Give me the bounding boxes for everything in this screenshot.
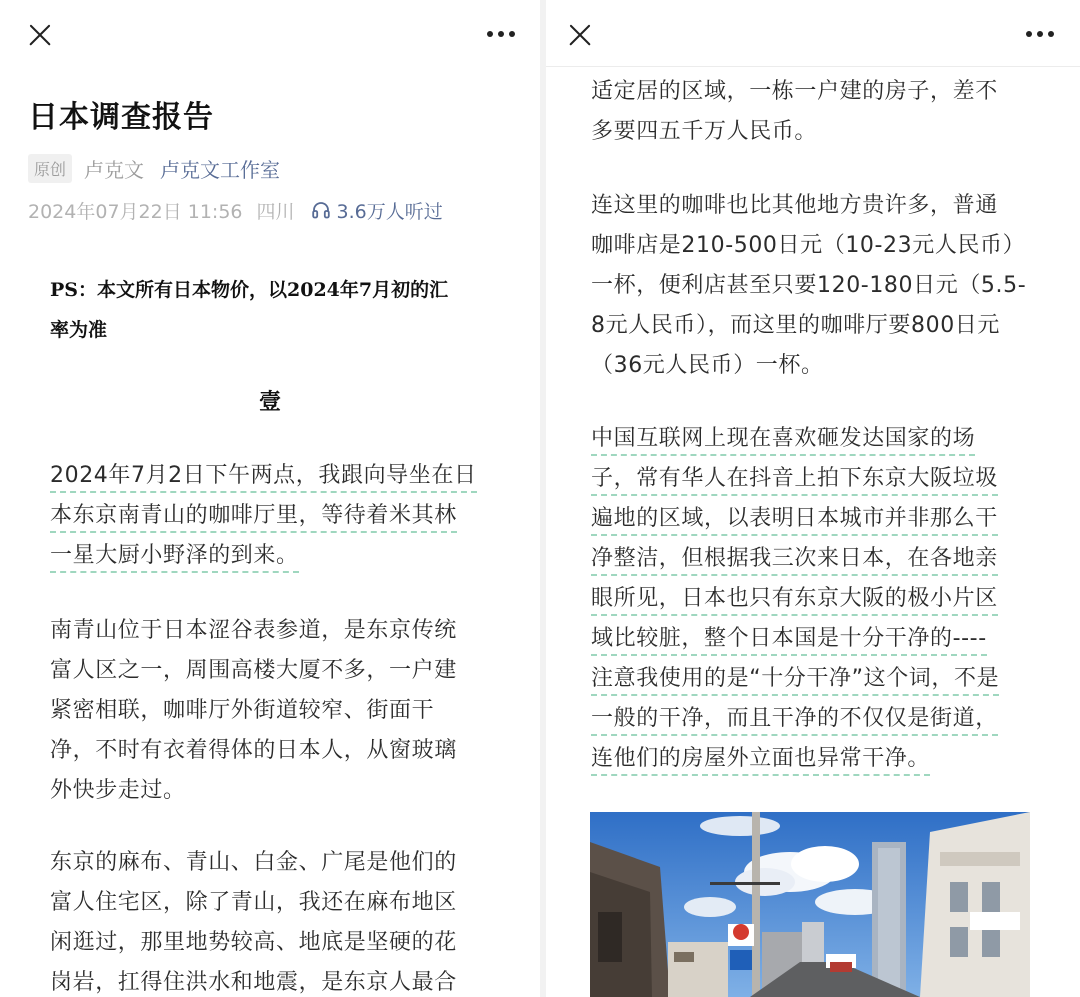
text-line: 2024年7月2日下午两点，我跟向导坐在日 bbox=[50, 463, 477, 493]
text-line: （36元人民币）一杯。 bbox=[591, 353, 824, 378]
headphones-icon bbox=[311, 200, 331, 220]
ps-note bbox=[50, 270, 500, 350]
top-bar bbox=[0, 0, 540, 66]
text-line: 净，不时有衣着得体的日本人，从窗玻璃 bbox=[50, 738, 457, 763]
street-photo bbox=[590, 812, 1030, 997]
text-line: 中国互联网上现在喜欢砸发达国家的场 bbox=[591, 426, 975, 456]
ps-line: PS：本文所有日本物价，以2024年7月初的汇 bbox=[50, 279, 449, 301]
text-line: 闲逛过，那里地势较高、地底是坚硬的花 bbox=[50, 930, 457, 955]
author-row bbox=[28, 152, 280, 184]
publish-date: 2024年07月22日 11:56 bbox=[28, 200, 243, 223]
text-line: 多要四五千万人民币。 bbox=[591, 119, 818, 144]
close-icon[interactable] bbox=[567, 22, 593, 48]
listen-count: 3.6万人听过 bbox=[336, 200, 443, 223]
text-line: 富人住宅区，除了青山，我还在麻布地区 bbox=[50, 890, 457, 915]
publish-location: 四川 bbox=[256, 200, 295, 223]
text-line: 连这里的咖啡也比其他地方贵许多，普通 bbox=[591, 193, 998, 218]
text-line: 连他们的房屋外立面也异常干净。 bbox=[591, 746, 930, 776]
top-bar bbox=[546, 0, 1080, 67]
paragraph-cleanliness bbox=[591, 419, 1061, 779]
text-line: 一星大厨小野泽的到来。 bbox=[50, 543, 299, 573]
text-line: 8元人民币），而这里的咖啡厅要800日元 bbox=[591, 313, 1000, 338]
text-line: 一般的干净，而且干净的不仅仅是街道， bbox=[591, 706, 998, 736]
paragraph-rich-areas bbox=[50, 843, 510, 997]
text-line: 净整洁，但根据我三次来日本，在各地亲 bbox=[591, 546, 998, 576]
publish-info-row bbox=[28, 195, 443, 225]
text-line: 本东京南青山的咖啡厅里，等待着米其林 bbox=[50, 503, 457, 533]
section-heading: 壹 bbox=[258, 389, 281, 415]
text-line: 咖啡店是210-500日元（10-23元人民币） bbox=[591, 233, 1026, 258]
article-panel-right bbox=[546, 0, 1080, 997]
paragraph-nanqingshan bbox=[50, 611, 510, 811]
author-name: 卢克文 bbox=[84, 157, 145, 182]
text-line: 注意我使用的是“十分干净”这个词，不是 bbox=[591, 666, 999, 696]
listen-button[interactable] bbox=[311, 197, 443, 224]
text-line: 外快步走过。 bbox=[50, 778, 186, 803]
close-icon[interactable] bbox=[27, 22, 53, 48]
text-line: 适定居的区域，一栋一户建的房子，差不 bbox=[591, 79, 998, 104]
text-line: 紧密相联，咖啡厅外街道较窄、街面干 bbox=[50, 698, 435, 723]
original-badge: 原创 bbox=[28, 154, 72, 183]
text-line: 一杯，便利店甚至只要120-180日元（5.5- bbox=[591, 273, 1027, 298]
paragraph-housing bbox=[591, 72, 1061, 152]
text-line: 富人区之一，周围高楼大厦不多，一户建 bbox=[50, 658, 457, 683]
ps-line: 率为准 bbox=[50, 319, 108, 341]
more-options-icon[interactable] bbox=[487, 31, 517, 39]
text-line: 南青山位于日本涩谷表参道，是东京传统 bbox=[50, 618, 457, 643]
text-line: 岗岩，扛得住洪水和地震，是东京人最合 bbox=[50, 970, 457, 995]
paragraph-intro bbox=[50, 456, 510, 576]
more-options-icon[interactable] bbox=[1026, 31, 1056, 39]
article-title: 日本调查报告 bbox=[28, 100, 214, 135]
text-line: 子，常有华人在抖音上拍下东京大阪垃圾 bbox=[591, 466, 998, 496]
text-line: 东京的麻布、青山、白金、广尾是他们的 bbox=[50, 850, 457, 875]
text-line: 遍地的区域，以表明日本城市并非那么干 bbox=[591, 506, 998, 536]
text-line: 域比较脏，整个日本国是十分干净的---- bbox=[591, 626, 987, 656]
account-link[interactable]: 卢克文工作室 bbox=[160, 157, 281, 182]
text-line: 眼所见，日本也只有东京大阪的极小片区 bbox=[591, 586, 998, 616]
paragraph-coffee-prices bbox=[591, 186, 1061, 386]
